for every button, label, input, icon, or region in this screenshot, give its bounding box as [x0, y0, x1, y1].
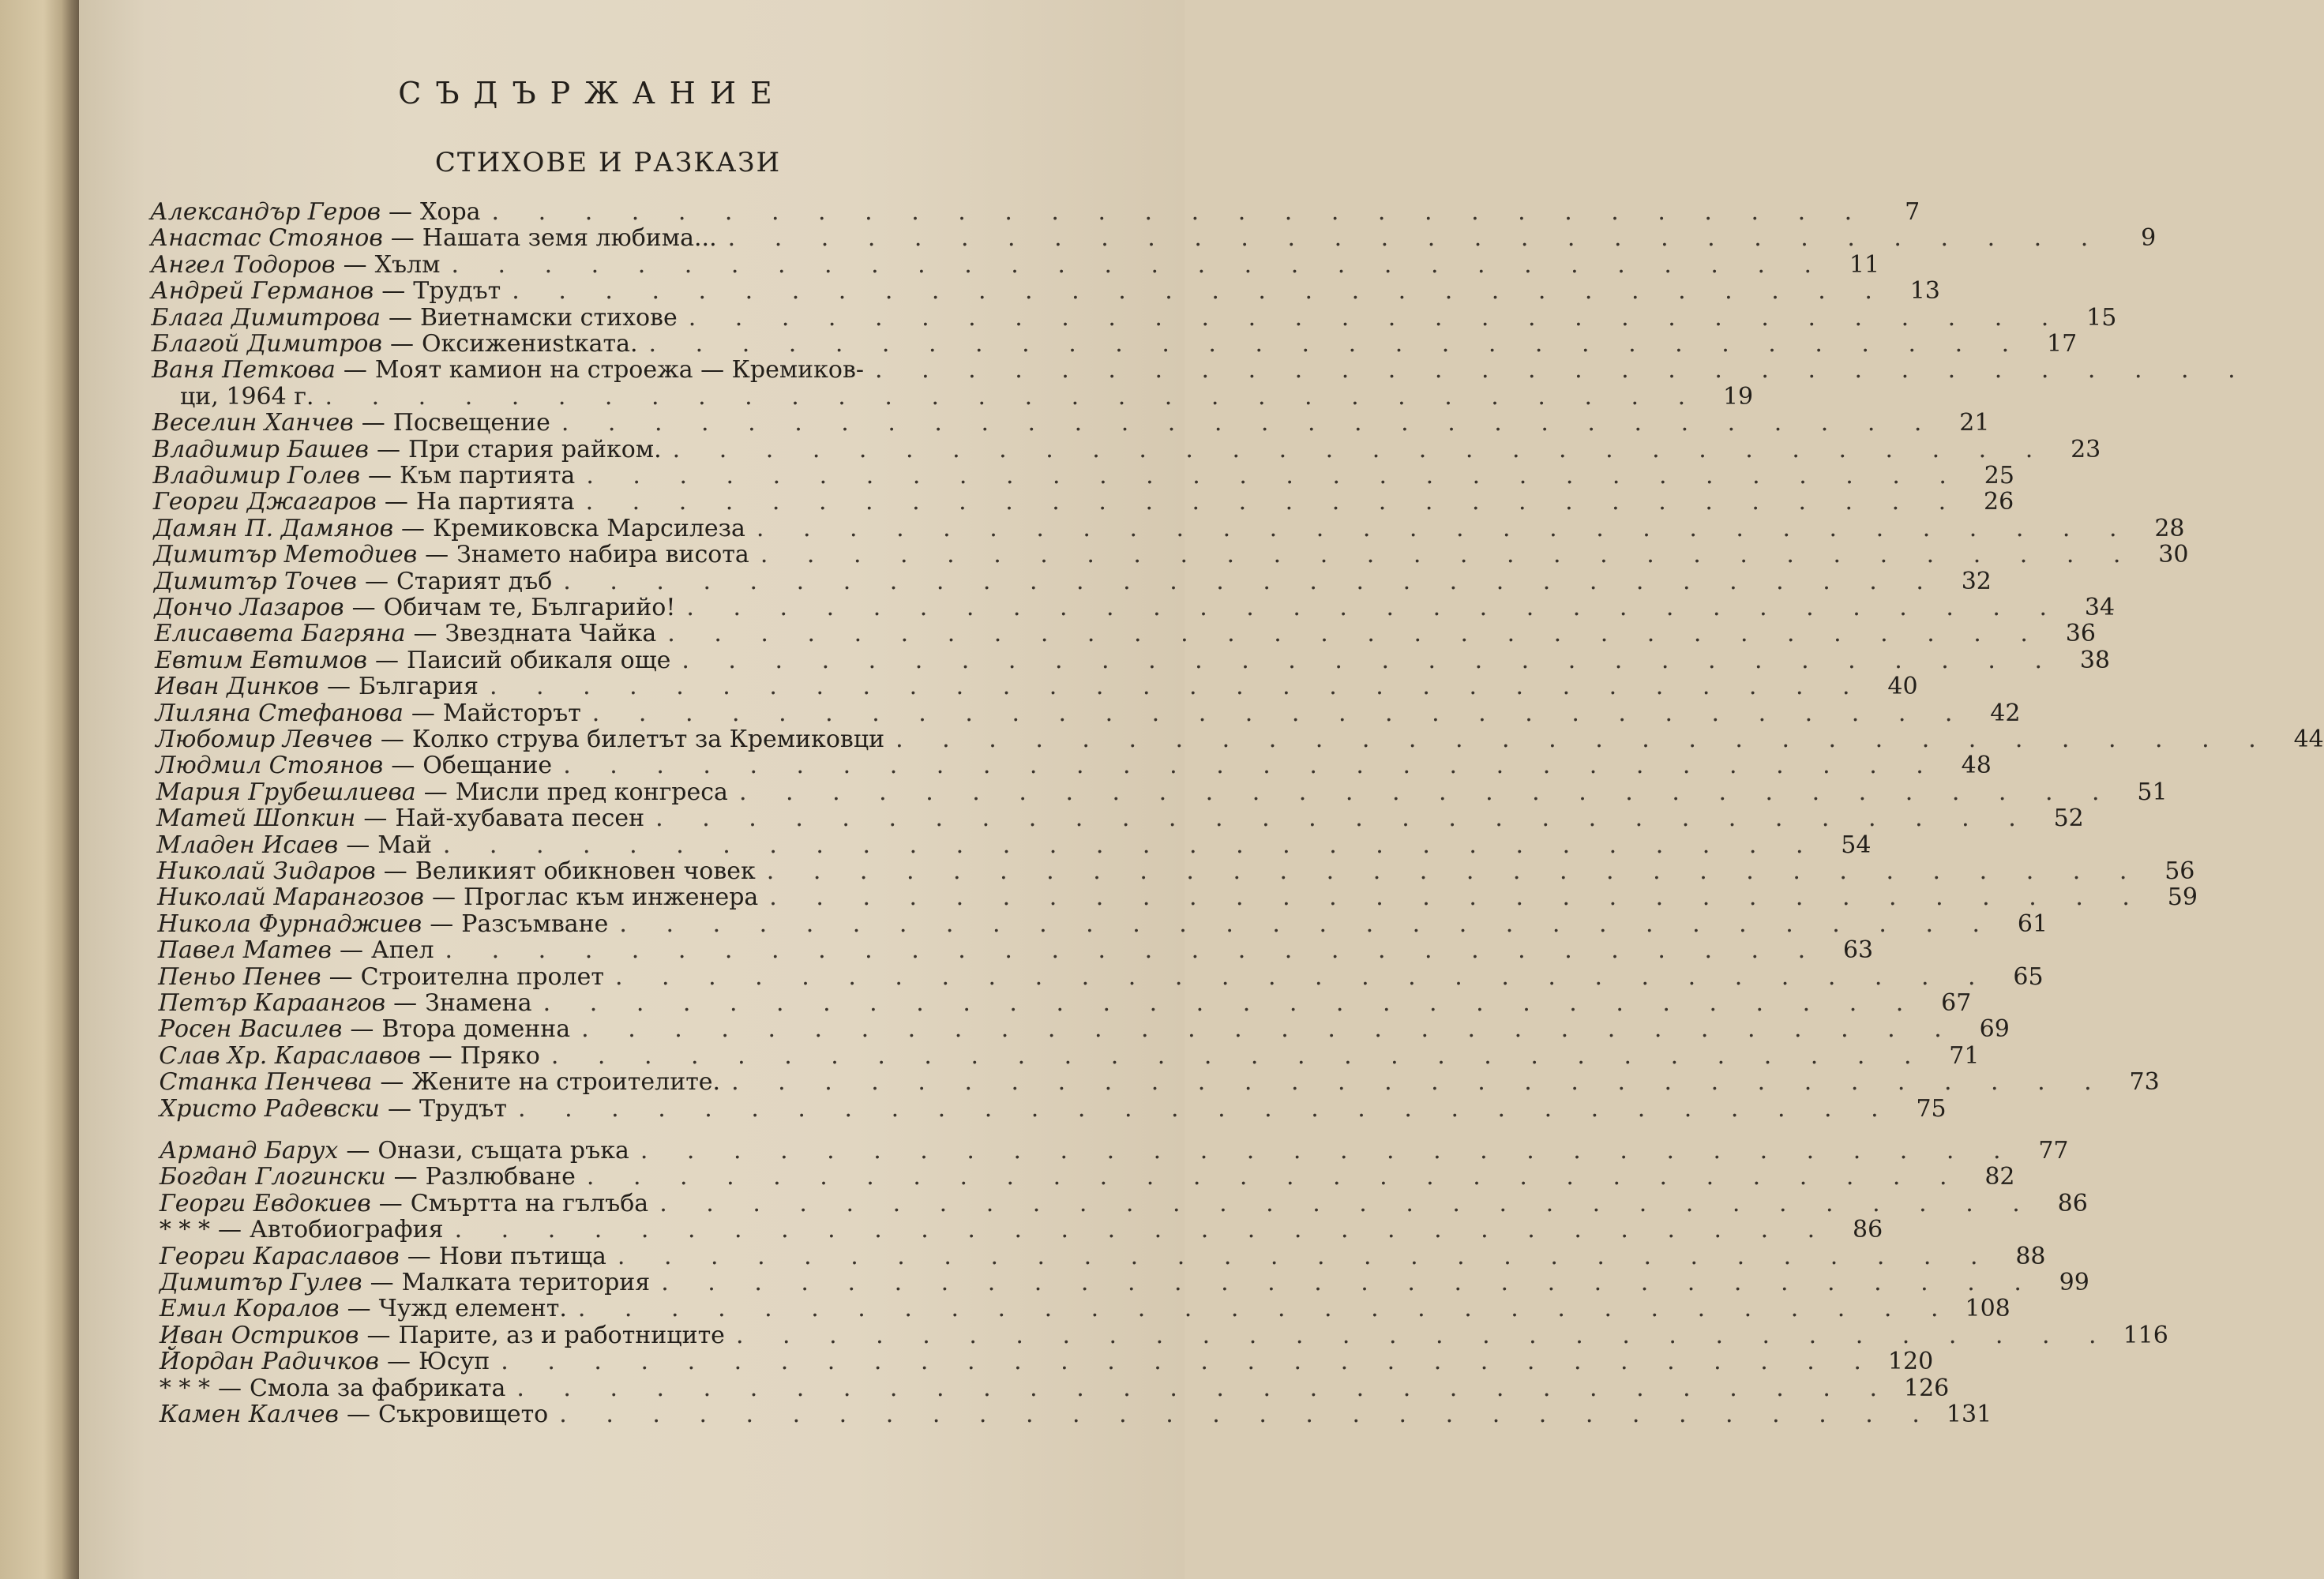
- dot-leader: . . . . . . . . . . . . . . . . . . . . . . . . . . . . . .: [614, 962, 1992, 991]
- dot-leader: . . . . . . . . . . . . . . . . . . . . . . . . . . . . . .: [661, 1269, 2037, 1296]
- toc-entry: [159, 1269, 2089, 1296]
- dot-leader: . . . . . . . . . . . . . . . . . . . . . . . . . . . . . .: [648, 330, 2026, 358]
- entry-author: Дамян П. Дамянов: [153, 514, 394, 542]
- toc-entry: [152, 462, 2014, 489]
- dot-leader: . . . . . . . . . . . . . . . . . . . . . . . . . . . . . .: [512, 277, 1888, 306]
- toc-entry: [159, 1137, 2069, 1165]
- entry-page-number: 17: [2047, 330, 2078, 358]
- entry-dash: —: [327, 673, 351, 701]
- entry-page-number: 82: [1984, 1163, 2015, 1191]
- entry-page-number: 21: [1959, 409, 1990, 437]
- entry-author: Богдан Глогински: [159, 1163, 386, 1191]
- entry-dash: —: [407, 1242, 431, 1270]
- dot-leader: . . . . . . . . . . . . . . . . . . . . . . . . . . . . . .: [591, 699, 1969, 727]
- entry-dash: —: [346, 1137, 370, 1165]
- entry-page-number: 67: [1941, 989, 1972, 1017]
- entry-title: Виетнамски стихове: [419, 303, 678, 332]
- entry-dash: —: [368, 462, 392, 489]
- entry-page-number: 44: [2293, 726, 2324, 753]
- entry-dash: —: [391, 752, 415, 780]
- entry-page-number: 11: [1849, 250, 1880, 279]
- dot-leader: . . . . . . . . . . . . . . . . . . . . . . . . . . . . . .: [550, 1041, 1928, 1070]
- entry-title: Обещание: [422, 752, 553, 780]
- entry-dash: —: [389, 198, 413, 226]
- dot-leader: . . . . . . . . . . . . . . . . . . . . . . . . . . . . . .: [672, 435, 2049, 463]
- toc-entry: [159, 1163, 2015, 1191]
- entry-dash: —: [413, 620, 437, 648]
- entry-page-number: 120: [1887, 1348, 1934, 1376]
- dot-leader: . . . . . . . . . . . . . . . . . . . . . . . . . . . . . .: [581, 1015, 1958, 1044]
- entry-title: Хълм: [374, 250, 441, 279]
- entry-author: Слав Хр. Караславов: [159, 1041, 421, 1070]
- entry-title: Кремиковска Марсилеза: [433, 514, 745, 542]
- entry-title: Апел: [370, 936, 434, 965]
- dot-leader: . . . . . . . . . . . . . . . . . . . . . . . . . . . . . .: [688, 303, 2065, 332]
- section-title: СТИХОВЕ И РАЗКАЗИ: [434, 147, 782, 178]
- page-heading: СЪДЪРЖАНИЕ: [398, 76, 787, 111]
- entry-page-number: 73: [2129, 1068, 2160, 1097]
- entry-dash: —: [381, 277, 406, 306]
- dot-leader: . . . . . . . . . . . . . . . . . . . . . . . . . . . . . .: [735, 1321, 2112, 1349]
- entry-title: Разсъмване: [461, 910, 609, 938]
- entry-title: Разлюбване: [425, 1163, 576, 1191]
- toc-entry: [159, 1374, 1950, 1402]
- dot-leader: . . . . . . . . . . . . . . . . . . . . . . . . . . . . . .: [442, 831, 1819, 859]
- entry-dash: —: [347, 1295, 371, 1323]
- dot-leader: . . . . . . . . . . . . . . . . . . . . . . . . . . . . . .: [760, 541, 2137, 569]
- entry-dash: —: [351, 594, 376, 621]
- dot-leader: . . . . . . . . . . . . . . . . . . . . . . . . . . . . . .: [667, 620, 2044, 648]
- dot-leader: . . . . . . . . . . . . . . . . . . . . . . . . . . . . . .: [518, 1094, 1894, 1123]
- entry-title: Знамето набира висота: [456, 541, 749, 569]
- dot-leader: . . . . . . . . . . . . . . . . . . . . . . . . . . . . . .: [727, 224, 2104, 253]
- entry-dash: —: [378, 1189, 403, 1217]
- dot-leader: . . . . . . . . . . . . . . . . . . . . . . . . . . . . . .: [491, 198, 1868, 226]
- entry-dash: —: [387, 1348, 411, 1376]
- entry-page-number: 9: [2141, 224, 2157, 253]
- toc-entry: [153, 541, 2189, 569]
- entry-dash: —: [350, 1015, 374, 1044]
- entry-page-number: 28: [2154, 514, 2185, 542]
- entry-page-number: 15: [2086, 303, 2117, 332]
- entry-dash: —: [423, 778, 448, 806]
- entry-title: Онази, същата ръка: [377, 1137, 629, 1165]
- entry-page-number: 13: [1909, 277, 1940, 306]
- entry-author: Росен Василев: [158, 1015, 343, 1044]
- entry-author: Георги Джагаров: [152, 488, 377, 516]
- entry-dash: —: [377, 435, 401, 463]
- entry-page-number: 86: [1853, 1216, 1883, 1244]
- entry-dash: —: [361, 409, 385, 437]
- book-spine: [0, 0, 79, 1579]
- dot-leader: . . . . . . . . . . . . . . . . . . . . . . . . . . . . . .: [559, 1401, 1935, 1428]
- entry-title: Мисли пред конгреса: [455, 778, 728, 806]
- entry-page-number: 108: [1965, 1295, 2011, 1323]
- entry-title: Трудът: [413, 277, 501, 306]
- entry-author: Лиляна Стефанова: [155, 699, 404, 727]
- entry-title: Оксижениstката.: [421, 330, 638, 358]
- entry-author: Пеньо Пенев: [158, 962, 321, 991]
- dot-leader: . . . . . . . . . . . . . . . . . . . . . . . . . . . . . .: [561, 409, 1938, 437]
- entry-page-number: 71: [1949, 1041, 1980, 1070]
- entry-title: Посвещение: [392, 409, 550, 437]
- dot-leader: . . . . . . . . . . . . . . . . . . . . . . . . . . . . . .: [489, 673, 1866, 701]
- entry-title: Колко струва билетът за Кремиковци: [411, 726, 885, 753]
- entry-title: На партията: [415, 488, 575, 516]
- entry-page-number: 7: [1905, 198, 1920, 226]
- entry-page-number: 48: [1961, 752, 1992, 780]
- entry-page-number: 56: [2164, 857, 2195, 885]
- entry-author: Веселин Ханчев: [152, 409, 354, 437]
- entry-page-number: 69: [1979, 1015, 2010, 1044]
- entry-title: Парите, аз и работниците: [398, 1321, 725, 1349]
- entry-author: Младен Исаев: [156, 831, 339, 859]
- toc-entry: [159, 1189, 2088, 1217]
- dot-leader: . . . . . . . . . . . . . . . . . . . . . . . . . . . . . .: [577, 1295, 1954, 1323]
- entry-dash: —: [380, 1068, 404, 1097]
- entry-author: Георги Евдокиев: [159, 1189, 371, 1217]
- entry-dash: —: [401, 514, 426, 542]
- entry-page-number: 126: [1903, 1374, 1950, 1402]
- entry-dash: —: [370, 1269, 394, 1296]
- entry-title: Майсторът: [442, 699, 581, 727]
- toc-entry: [154, 620, 2096, 648]
- toc-entry: [180, 382, 1754, 411]
- entry-dash: —: [393, 1163, 418, 1191]
- entry-title: Смола за фабриката: [249, 1374, 506, 1402]
- entry-page-number: 23: [2071, 435, 2101, 463]
- entry-dash: —: [431, 883, 456, 912]
- entry-title: Моят камион на строежа — Кремиков-: [374, 356, 865, 384]
- entry-author: Владимир Голев: [152, 462, 361, 489]
- entry-title: България: [359, 673, 479, 701]
- entry-author: Ангел Тодоров: [150, 250, 336, 279]
- entry-title: Най-хубавата песен: [395, 805, 645, 833]
- dot-leader: . . . . . . . . . . . . . . . . . . . . . . . . . . . . . .: [516, 1374, 1893, 1402]
- dot-leader: . . . . . . . . . . . . . . . . . . . . . . . . . . . . . .: [501, 1348, 1877, 1376]
- entry-author: Йордан Радичков: [159, 1348, 380, 1376]
- entry-title: Съкровището: [378, 1401, 549, 1428]
- entry-title: Пряко: [460, 1041, 540, 1070]
- toc-entry: [156, 857, 2195, 885]
- entry-page-number: 59: [2167, 883, 2198, 912]
- entry-title: Звездната Чайка: [445, 620, 657, 648]
- entry-title: Паисий обикаля още: [407, 646, 671, 674]
- entry-title: Трудът: [419, 1094, 507, 1123]
- entry-title: При стария райком.: [408, 435, 662, 463]
- toc-entry: [152, 356, 2251, 384]
- entry-page-number: 34: [2084, 594, 2116, 621]
- entry-title: Великият обикновен човек: [415, 857, 756, 885]
- entry-page-number: 77: [2038, 1137, 2069, 1165]
- entry-title: Автобиография: [249, 1216, 444, 1244]
- entry-author: Людмил Стоянов: [156, 752, 384, 780]
- toc-entry: [158, 962, 2044, 991]
- entry-author: Павел Матев: [157, 936, 332, 965]
- toc-entry: [157, 910, 2048, 938]
- entry-page-number: 30: [2158, 541, 2189, 569]
- toc-entry: [150, 224, 2157, 253]
- entry-title: Жените на строителите.: [411, 1068, 721, 1097]
- entry-dash: —: [217, 1374, 242, 1402]
- entry-dash: —: [339, 936, 363, 965]
- dot-leader: . . . . . . . . . . . . . . . . . . . . . . . . . . . . . .: [769, 883, 2146, 912]
- entry-author: Камен Калчев: [159, 1401, 339, 1428]
- entry-page-number: 63: [1842, 936, 1874, 965]
- entry-dash: —: [363, 805, 388, 833]
- entry-dash: —: [393, 989, 418, 1017]
- entry-title: Към партията: [400, 462, 576, 489]
- dot-leader: . . . . . . . . . . . . . . . . . . . . . . . . . . . . . .: [875, 356, 2251, 384]
- dot-leader: . . . . . . . . . . . . . . . . . . . . . . . . . . . . . .: [325, 382, 1702, 411]
- entry-page-number: 65: [2013, 962, 2044, 991]
- entry-dash: —: [343, 250, 367, 279]
- entry-author: Николай Марангозов: [157, 883, 424, 912]
- entry-title: Чужд елемент.: [378, 1295, 567, 1323]
- toc-entry: [150, 250, 1880, 279]
- dot-leader: . . . . . . . . . . . . . . . . . . . . . . . . . . . . . .: [659, 1189, 2036, 1217]
- toc-entry: [153, 514, 2185, 542]
- entry-author: Мария Грубешлиева: [156, 778, 416, 806]
- entry-dash: —: [428, 1041, 452, 1070]
- dot-leader: . . . . . . . . . . . . . . . . . . . . . . . . . . . . . .: [756, 514, 2133, 542]
- entry-author: * * *: [159, 1216, 210, 1244]
- toc-entry: [152, 488, 2014, 516]
- entry-dash: —: [389, 330, 414, 358]
- entry-dash: —: [343, 356, 367, 384]
- entry-page-number: 131: [1946, 1401, 1992, 1428]
- toc-entry: [159, 1041, 1980, 1070]
- toc-entry: [159, 1295, 2011, 1323]
- entry-dash: —: [425, 541, 449, 569]
- entry-title: ци, 1964 г.: [180, 382, 314, 411]
- entry-title: Юсуп: [419, 1348, 490, 1376]
- toc-entry: [150, 198, 1920, 226]
- dot-leader: . . . . . . . . . . . . . . . . . . . . . . . . . . . . . .: [563, 752, 1939, 780]
- entry-dash: —: [390, 224, 415, 253]
- entry-dash: —: [430, 910, 454, 938]
- entry-author: Елисавета Багряна: [154, 620, 406, 648]
- entry-author: Димитър Точев: [153, 567, 357, 595]
- entry-author: Станка Пенчева: [159, 1068, 373, 1097]
- entry-author: Любомир Левчев: [156, 726, 373, 753]
- entry-page-number: 86: [2057, 1189, 2088, 1217]
- entry-page-number: 36: [2065, 620, 2096, 648]
- entry-title: Нашата земя любима...: [422, 224, 717, 253]
- entry-dash: —: [383, 857, 407, 885]
- entry-author: Блага Димитрова: [151, 303, 381, 332]
- entry-author: Евтим Евтимов: [154, 646, 367, 674]
- entry-page-number: 51: [2137, 778, 2168, 806]
- entry-author: Николай Зидаров: [156, 857, 376, 885]
- toc-entry: [159, 1401, 1992, 1428]
- toc-entry: [156, 805, 2084, 833]
- entry-author: Иван Динков: [155, 673, 320, 701]
- entry-author: Матей Шопкин: [156, 805, 356, 833]
- entry-author: Димитър Методиев: [153, 541, 418, 569]
- toc-entry: [151, 330, 2078, 358]
- toc-entry: [152, 435, 2101, 463]
- entry-author: Андрей Германов: [151, 277, 374, 306]
- dot-leader: . . . . . . . . . . . . . . . . . . . . . . . . . . . . . .: [681, 646, 2058, 674]
- entry-title: Малката територия: [401, 1269, 651, 1296]
- dot-leader: . . . . . . . . . . . . . . . . . . . . . . . . . . . . . .: [617, 1242, 1994, 1270]
- entry-author: Емил Коралов: [159, 1295, 340, 1323]
- entry-page-number: 61: [2017, 910, 2048, 938]
- entry-page-number: 75: [1916, 1094, 1947, 1123]
- book-page: [79, 0, 2324, 1579]
- toc-entry: [159, 1068, 2160, 1097]
- entry-author: Никола Фурнаджиев: [157, 910, 422, 938]
- toc-entry: [157, 936, 1874, 965]
- entry-title: Втора доменна: [381, 1015, 571, 1044]
- entry-dash: —: [388, 303, 412, 332]
- entry-title: Нови пътища: [438, 1242, 606, 1270]
- entry-dash: —: [347, 1401, 370, 1428]
- entry-dash: —: [366, 1321, 391, 1349]
- toc-entry: [159, 1216, 1883, 1244]
- toc-entry: [152, 409, 1990, 437]
- entry-author: Владимир Башев: [152, 435, 370, 463]
- toc-entry: [156, 778, 2168, 806]
- entry-author: Иван Остриков: [159, 1321, 359, 1349]
- entry-dash: —: [387, 1094, 411, 1123]
- toc-entry: [155, 673, 1918, 701]
- entry-title: Знамена: [425, 989, 532, 1017]
- dot-leader: . . . . . . . . . . . . . . . . . . . . . . . . . . . . . .: [585, 488, 1962, 516]
- dot-leader: . . . . . . . . . . . . . . . . . . . . . . . . . . . . . .: [731, 1068, 2108, 1097]
- dot-leader: . . . . . . . . . . . . . . . . . . . . . . . . . . . . . .: [563, 567, 1939, 595]
- toc-entry: [153, 567, 1992, 595]
- entry-dash: —: [411, 699, 435, 727]
- entry-title: Обичам те, Българийо!: [383, 594, 676, 621]
- entry-author: * * *: [159, 1374, 210, 1402]
- entry-author: Дончо Лазаров: [154, 594, 344, 621]
- entry-author: Арманд Барух: [159, 1137, 339, 1165]
- entry-dash: —: [364, 567, 389, 595]
- dot-leader: . . . . . . . . . . . . . . . . . . . . . . . . . . . . . .: [655, 805, 2032, 833]
- dot-leader: . . . . . . . . . . . . . . . . . . . . . . . . . . . . . .: [686, 594, 2063, 621]
- entry-title: Хора: [420, 198, 481, 226]
- toc-entry: [157, 883, 2198, 912]
- dot-leader: . . . . . . . . . . . . . . . . . . . . . . . . . . . . . .: [586, 1163, 1963, 1191]
- entry-title: Проглас към инженера: [463, 883, 759, 912]
- dot-leader: . . . . . . . . . . . . . . . . . . . . . . . . . . . . . .: [445, 936, 1822, 965]
- entry-page-number: 54: [1841, 831, 1872, 859]
- dot-leader: . . . . . . . . . . . . . . . . . . . . . . . . . . . . . .: [586, 462, 1962, 489]
- entry-dash: —: [375, 646, 399, 674]
- toc-entry: [158, 1015, 2010, 1044]
- entry-author: Благой Димитров: [151, 330, 382, 358]
- toc-entry: [154, 594, 2116, 621]
- entry-dash: —: [346, 831, 370, 859]
- toc-entry: [159, 1348, 1934, 1376]
- entry-page-number: 38: [2079, 646, 2110, 674]
- entry-page-number: 26: [1984, 488, 2014, 516]
- entry-dash: —: [329, 962, 353, 991]
- entry-title: Старият дъб: [396, 567, 553, 595]
- toc-entry: [151, 303, 2117, 332]
- entry-page-number: 52: [2053, 805, 2084, 833]
- toc-entry: [159, 1242, 2046, 1270]
- toc-entry: [154, 646, 2110, 674]
- toc-entry: [151, 277, 1940, 306]
- dot-leader: . . . . . . . . . . . . . . . . . . . . . . . . . . . . . .: [738, 778, 2116, 806]
- entry-author: Александър Геров: [150, 198, 381, 226]
- entry-dash: —: [217, 1216, 242, 1244]
- entry-title: Строителна пролет: [360, 962, 604, 991]
- entry-author: Петър Караангов: [158, 989, 386, 1017]
- entry-dash: —: [384, 488, 408, 516]
- entry-page-number: 40: [1887, 673, 1918, 701]
- dot-leader: . . . . . . . . . . . . . . . . . . . . . . . . . . . . . .: [895, 726, 2272, 753]
- entry-page-number: 116: [2123, 1321, 2168, 1349]
- entry-page-number: 99: [2059, 1269, 2089, 1296]
- dot-leader: . . . . . . . . . . . . . . . . . . . . . . . . . . . . . .: [640, 1137, 2017, 1165]
- entry-author: Димитър Гулев: [159, 1269, 362, 1296]
- dot-leader: . . . . . . . . . . . . . . . . . . . . . . . . . . . . . .: [451, 250, 1828, 279]
- toc-entry: [158, 989, 1972, 1017]
- dot-leader: . . . . . . . . . . . . . . . . . . . . . . . . . . . . . .: [766, 857, 2143, 885]
- dot-leader: . . . . . . . . . . . . . . . . . . . . . . . . . . . . . .: [543, 989, 1920, 1017]
- entry-author: Христо Радевски: [159, 1094, 380, 1123]
- entry-page-number: 19: [1722, 382, 1754, 411]
- dot-leader: . . . . . . . . . . . . . . . . . . . . . . . . . . . . . .: [619, 910, 1996, 938]
- toc-entry: [156, 831, 1872, 859]
- entry-page-number: 42: [1990, 699, 2021, 727]
- entry-title: Смъртта на гълъба: [410, 1189, 649, 1217]
- entry-dash: —: [380, 726, 404, 753]
- entry-page-number: 25: [1984, 462, 2014, 489]
- entry-author: Ваня Петкова: [152, 356, 336, 384]
- entry-author: Георги Караславов: [159, 1242, 400, 1270]
- entry-author: Анастас Стоянов: [150, 224, 383, 253]
- toc-entry: [159, 1094, 1947, 1123]
- dot-leader: . . . . . . . . . . . . . . . . . . . . . . . . . . . . . .: [454, 1216, 1831, 1244]
- entry-title: Май: [377, 831, 432, 859]
- entry-page-number: 32: [1961, 567, 1992, 595]
- toc-entry: [155, 699, 2021, 727]
- entry-page-number: 88: [2015, 1242, 2046, 1270]
- toc-entry: [159, 1321, 2168, 1349]
- toc-entry: [156, 726, 2324, 753]
- toc-entry: [156, 752, 1992, 780]
